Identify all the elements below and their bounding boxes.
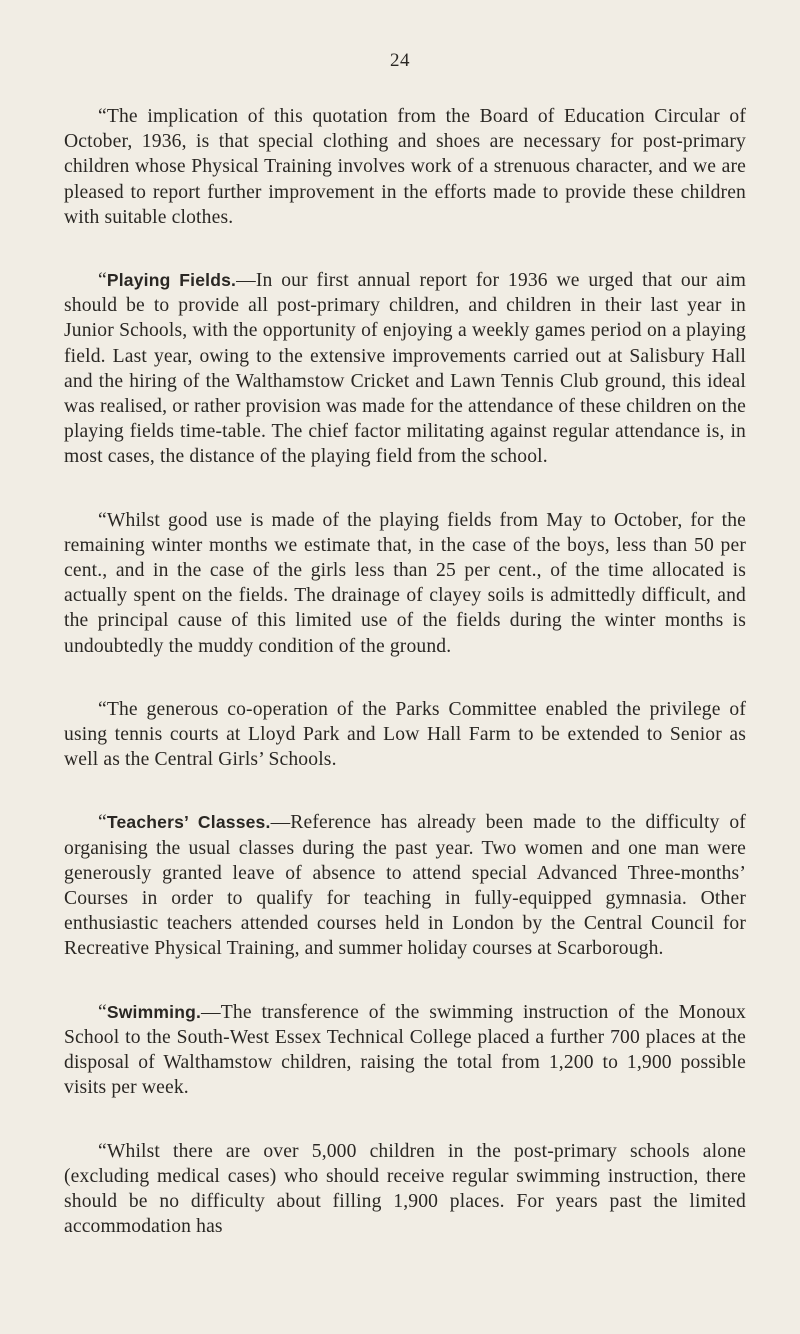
paragraph-open-quote: “: [98, 509, 107, 531]
paragraph-text: —The transference of the swimming instruction of the Monoux School to the South-West Essex Technical College placed a further 700 places at the disposal of Walthamstow children, raising the total from 1,200 to 1,900 possible visits per week.: [64, 1001, 746, 1099]
page-number: 24: [390, 50, 410, 71]
paragraph-swimming: [64, 1000, 746, 1101]
paragraph-clothing: [64, 104, 746, 230]
paragraph-open-quote: “: [98, 698, 107, 720]
paragraph-swimming-places: [64, 1139, 746, 1240]
section-heading-teachers-classes: Teachers’ Classes.: [106, 812, 271, 833]
paragraph-open-quote: “: [98, 1001, 107, 1023]
paragraph-open-quote: “: [98, 812, 107, 834]
section-heading-playing-fields: Playing Fields.: [106, 270, 237, 291]
paragraph-winter-use: [64, 508, 746, 659]
paragraph-playing-fields: [64, 268, 746, 470]
section-heading-swimming: Swimming.: [106, 1001, 202, 1022]
paragraph-text: Whilst good use is made of the playing fields from May to October, for the remaining winter months we estimate that, in the case of the boys, less than 50 per cent., and in the case of the girls less than 25 per cent., of the time allocated is actually spent on the fields. The drainage of clayey soils is admittedly difficult, and the principal cause of this limited use of the fields during the winter months is undoubtedly the muddy condition of the ground.: [64, 509, 746, 657]
paragraph-text: —Reference has already been made to the difficulty of organising the usual classes during the past year. Two women and one man were generously granted leave of absence to attend special Advanced Three-months’ Courses in order to qualify for teaching in fully-equipped gymnasia. Other enthusiastic teachers attended courses held in London by the Central Council for Recreative Physical Training, and summer holiday courses at Scarborough.: [64, 812, 746, 960]
paragraph-teachers-classes: [64, 810, 746, 961]
paragraph-text: The implication of this quotation from the Board of Education Circular of October, 1936, is that special clothing and shoes are necessary for post-primary children whose Physical Training involves work of a strenuous character, and we are pleased to report further improvement in the efforts made to provide these children with suitable clothes.: [64, 106, 746, 228]
paragraph-open-quote: “: [98, 1140, 107, 1162]
paragraph-open-quote: “: [98, 270, 107, 292]
paragraph-text: —In our first annual report for 1936 we urged that our aim should be to provide all post-primary children, and children in their last year in Junior Schools, with the opportunity of enjoying a weekly games period on a playing field. Last year, owing to the extensive improvements carried out at Salisbury Hall and the hiring of the Walthamstow Cricket and Lawn Tennis Club ground, this ideal was realised, or rather provision was made for the attendance of these children on the playing fields time-table. The chief factor militating against regular attendance is, in most cases, the distance of the playing field from the school.: [64, 270, 746, 468]
paragraph-tennis-courts: [64, 697, 746, 773]
body-text: [64, 104, 746, 1277]
paragraph-text: The generous co-operation of the Parks Committee enabled the privilege of using tennis courts at Lloyd Park and Low Hall Farm to be extended to Senior as well as the Central Girls’ Schools.: [64, 698, 746, 771]
paragraph-open-quote: “: [98, 106, 107, 127]
paragraph-text: Whilst there are over 5,000 children in the post-primary schools alone (excluding medical cases) who should receive regular swimming instruction, there should be no difficulty about filling 1,900 places. For years past the limited accommodation has: [64, 1140, 746, 1238]
